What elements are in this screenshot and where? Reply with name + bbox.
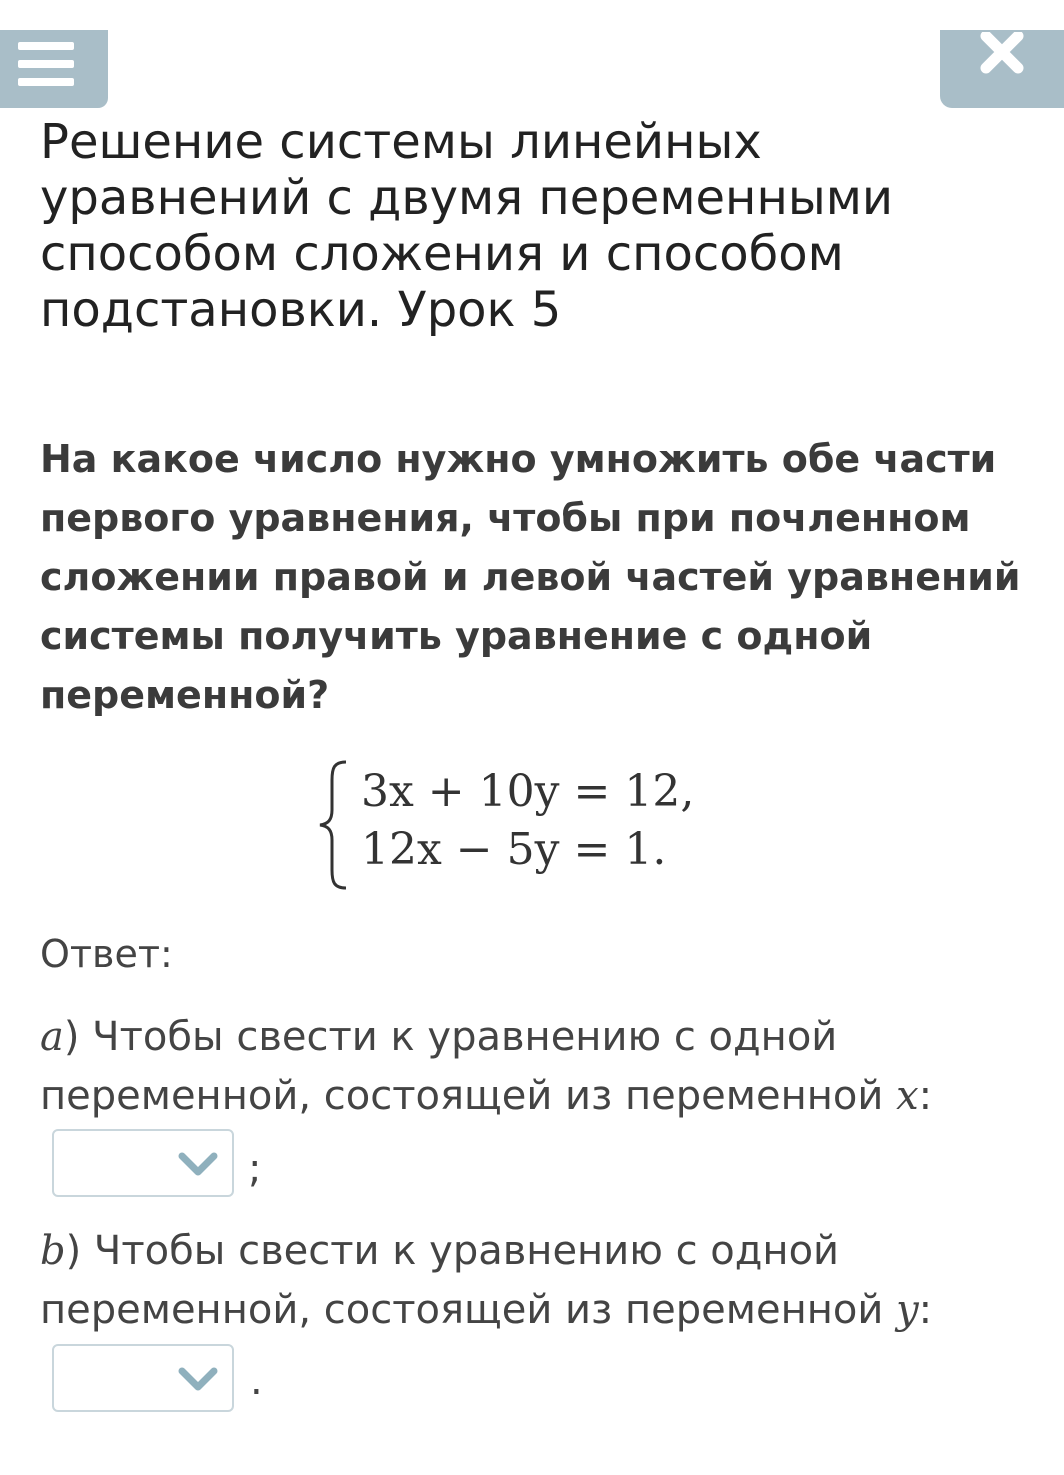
part-a-text: [40, 1008, 1040, 1126]
part-a-colon: :: [918, 1073, 933, 1119]
part-a-variable: x: [896, 1073, 919, 1119]
close-button[interactable]: [940, 30, 1064, 108]
answer-b-dropdown[interactable]: [52, 1344, 234, 1412]
lesson-title: Решение системы линейных уравнений с двумя переменными способом сложения и способом подстановки. Урок 5: [40, 114, 894, 338]
part-b-variable: y: [896, 1287, 919, 1333]
part-a-end: ;: [248, 1146, 262, 1192]
part-b-question: ) Чтобы свести к уравнению с одной переменной, состоящей из переменной: [40, 1228, 897, 1333]
chevron-down-icon: [178, 1366, 218, 1394]
chevron-down-icon: [178, 1151, 218, 1179]
close-icon: [980, 32, 1024, 74]
part-b-letter: b: [40, 1228, 66, 1274]
answer-label: Ответ:: [40, 932, 173, 976]
part-b-text: [40, 1222, 1040, 1340]
menu-button[interactable]: [0, 30, 108, 108]
question-text: На какое число нужно умножить обе части первого уравнения, чтобы при почленном сложении правой и левой частей уравнений системы получить уравнение с одной переменной?: [40, 437, 1021, 717]
answer-a-dropdown[interactable]: [52, 1129, 234, 1197]
equation-1: 3x + 10y = 12,: [361, 766, 695, 817]
part-b-end: .: [250, 1358, 263, 1404]
part-a-question: ) Чтобы свести к уравнению с одной переменной, состоящей из переменной: [40, 1014, 897, 1119]
part-b-colon: :: [918, 1287, 933, 1333]
part-a-letter: a: [40, 1014, 64, 1060]
equation-system: [316, 760, 736, 890]
brace-icon: [316, 760, 356, 890]
equation-2: 12x − 5y = 1.: [361, 824, 667, 875]
